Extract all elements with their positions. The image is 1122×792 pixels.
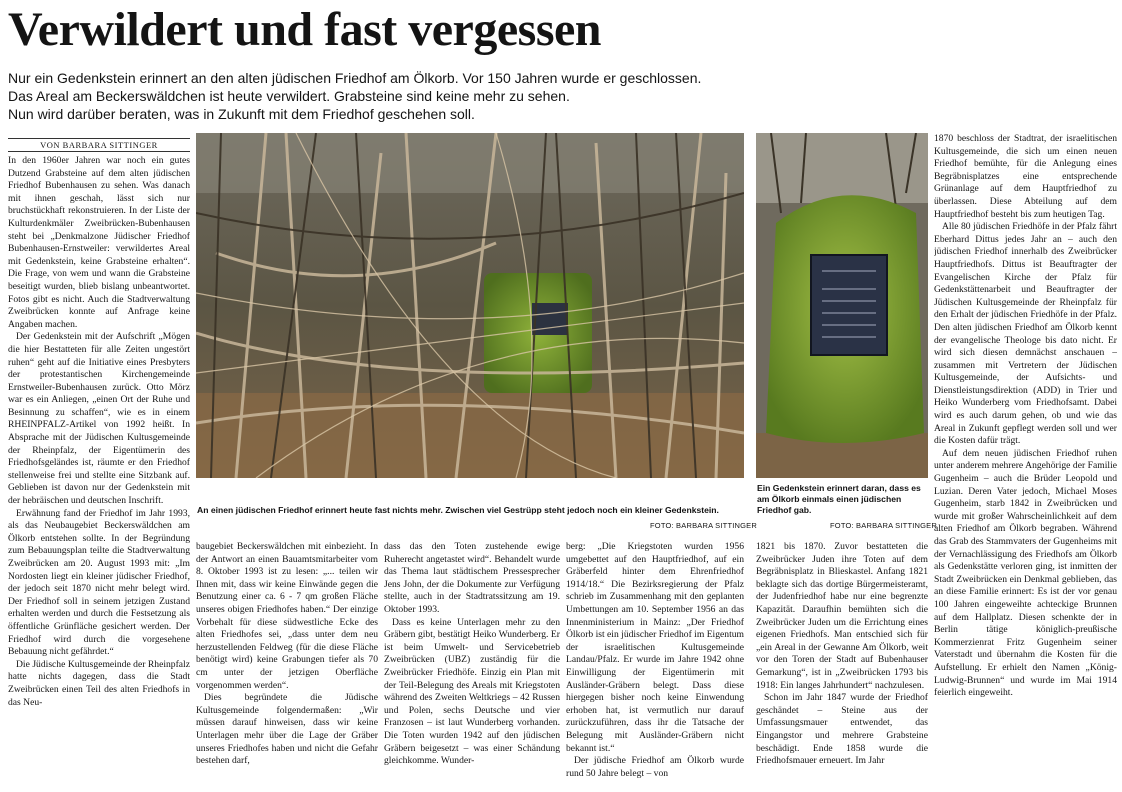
byline: VON BARBARA SITTINGER bbox=[8, 138, 190, 152]
article-column-2 bbox=[196, 541, 378, 790]
photo-caption: Ein Gedenkstein erinnert daran, dass es am Ölkorb einmals einen jüdischen Friedhof gab. bbox=[757, 483, 921, 515]
paragraph: Der jüdische Friedhof am Ölkorb wurde rund 50 Jahre belegt – von bbox=[566, 755, 744, 779]
paragraph: Der Gedenkstein mit der Aufschrift „Mögen die hier Bestatteten für alle Zeiten ungestört ruhen“ geht auf die Initiative eines Presbyters der protestantischen Kirchengemeinde Ernstweiler-Bubenhausen zurück. Otto Mörz war es ein Anliegen, „einen Ort der Ruhe und Besinnung zu schaffen“, wie es in einem RHEINPFALZ-Artikel von 1992 heißt. In Absprache mit der Jüdischen Kultusgemeinde der Rheinpfalz, der Eigentümerin des Friedhofsgeländes ist, räumte er den Friedhof stellenweise frei und stellte eine Sitzbank auf. Geblieben ist davon nur der Gedenkstein mit der hebräischen und deutschen Inschrift. bbox=[8, 331, 190, 507]
paragraph: dass das den Toten zustehende ewige Ruherecht angetastet wird“. Behandelt wurde das Thema laut städtischem Pressesprecher Jens John, der die Dokumente zur Verfügung stellte, auch in der Stadtratssitzung am 19. Oktober 1993. bbox=[384, 541, 560, 615]
paragraph: Dass es keine Unterlagen mehr zu den Gräbern gibt, bestätigt Heiko Wunderberg. Er ist beim Umwelt- und Servicebetrieb Zweibrücken (UBZ) zuständig für die Zweibrücker Friedhöfe. Einzig ein Plan mit der Teil-Belegung des Areals mit Kriegstoten während des Zweiten Weltkriegs – 42 Russen und Polen, sechs Deutsche und vier Franzosen – ist laut Wunderberg vorhanden. Die Toten wurden 1942 auf den jüdischen Gräbern beigesetzt – was einer Schändung gleichkomme. Wunder- bbox=[384, 616, 560, 767]
article-column-1 bbox=[8, 155, 190, 790]
memorial-plaque bbox=[532, 303, 568, 335]
photo-image bbox=[756, 133, 928, 478]
paragraph: 1870 beschloss der Stadtrat, der israelitischen Kultusgemeinde, die sich um einen neuen Friedhof bemühte, für die Anlegung eines Begräbnisplatzes eine entsprechende Grünanlage auf dem Hauptfriedhof zu überlassen. Diese Abteilung auf dem Hauptfriedhof besteht bis zum heutigen Tag. bbox=[934, 133, 1117, 220]
paragraph: Erwähnung fand der Friedhof im Jahr 1993, als das Neubaugebiet Beckerswäldchen am Ölkorb entstehen sollte. In der Begründung zum Bebauungsplan teilte die Stadtverwaltung Zweibrücken am 20. August 1993 mit: „Im Nordosten liegt ein kleiner jüdischer Friedhof, der jedoch seit 1870 nicht mehr belegt wird. Der Friedhof soll in seinem jetzigen Zustand erhalten werden und durch die Festsetzung als öffentliche Grünfläche gesichert werden. Der Friedhof wird durch die vorgesehene Bebauung nicht gefährdet.“ bbox=[8, 507, 190, 658]
memorial-stone-photo bbox=[756, 133, 928, 478]
photo-credit: FOTO: BARBARA SITTINGER bbox=[830, 521, 937, 530]
paragraph: berg: „Die Kriegstoten wurden 1956 umgebettet auf den Hauptfriedhof, auf ein Gräberfeld hinter dem Ehrenfriedhof 1914/18.“ Die Bezirksregierung der Pfalz schrieb im Zusammenhang mit den geplanten Umbettungen am 10. September 1956 an das Innenministerium in Mainz: „Der Friedhof Ölkorb ist ein jüdischer Friedhof im Eigentum der israelitischen Kultusgemeinde Landau/Pfalz. Er wurde im Jahre 1942 ohne Einwilligung der Eigentümerin mit Ausländer-Gräbern belegt. Dass diese hiergegen bisher noch keine Einwendung erhoben hat, ist vermutlich nur darauf zurückzuführen, dass ihr die Tatsache der Belegung mit Ausländer-Gräbern nicht bekannt ist.“ bbox=[566, 541, 744, 754]
article-column-4 bbox=[566, 541, 744, 790]
paragraph: Die Jüdische Kultusgemeinde der Rheinpfalz hatte nichts dagegen, dass die Stadt Zweibrücken einen Teil des alten Friedhofs in das Neu- bbox=[8, 658, 190, 708]
intro-line: Nun wird darüber beraten, was in Zukunft mit dem Friedhof geschehen soll. bbox=[8, 106, 475, 122]
cemetery-overgrown-photo bbox=[196, 133, 744, 478]
photo-credit: FOTO: BARBARA SITTINGER bbox=[650, 521, 757, 530]
photo-image bbox=[196, 133, 744, 478]
paragraph: baugebiet Beckerswäldchen mit einbezieht. In der Antwort an einen Bauamtsmitarbeiter vom 8. Oktober 1993 ist zu lesen: „... teilen wir Ihnen mit, dass wir keine Einwände gegen die Benutzung einer ca. 6 - 7 qm großen Fläche unseres obigen Friedhofes haben.“ Der einzige Vorbehalt für diese südwestliche Ecke des alten Friedhofes sei, „dass unter dem neu herzustellenden Feldweg (für die diese Fläche benötigt wird) keine Grabungen tiefer als 70 cm unter der jetzigen Oberfläche vorgenommen werden“. bbox=[196, 541, 378, 691]
paragraph: Alle 80 jüdischen Friedhöfe in der Pfalz fährt Eberhard Dittus jedes Jahr an – auch den jüdischen Friedhof innerhalb des Zweibrücker Hauptfriedhofs. Dittus ist Beauftragter der Evangelischen Kirche der Pfalz für Gedenkstättenarbeit und Beauftragter der Jüdischen Kultusgemeinde der Rheinpfalz für den Erhalt der jüdischen Friedhöfe in der Pfalz. Den alten jüdischen Friedhof am Ölkorb kennt der evangelische Theologe bis dato nicht. Er wird sich diesen demnächst anschauen – zusammen mit Vertretern der Jüdischen Kultusgemeinde, der Aufsichts- und Dienstleistungsdirektion (ADD) in Trier und Heiko Wunderberg vom Friedhofsamt. Dabei wird es auch darum gehen, ob und wie das Areal in Zukunft gepflegt werden soll und wer die Kosten dafür trägt. bbox=[934, 221, 1117, 447]
memorial-plaque bbox=[811, 255, 887, 355]
paragraph: Schon im Jahr 1847 wurde der Friedhof geschändet – Steine aus der Umfassungsmauer entwendet, das Eingangstor und mehrere Grabsteine beschädigt. Ende 1858 wurde die Friedhofsmauer erneuert. Im Jahr bbox=[756, 692, 928, 767]
intro-line: Das Areal am Beckerswäldchen ist heute verwildert. Grabsteine sind keine mehr zu sehen. bbox=[8, 88, 570, 104]
paragraph: 1821 bis 1870. Zuvor bestatteten die Zweibrücker Juden ihre Toten auf dem Begräbnisplatz in Blieskastel. Anfang 1821 beklagte sich das dortige Bürgermeisteramt, der Judenfriedhof habe nur eine begrenzte Kapazität. Daraufhin bemühten sich die Zweibrücker Juden um die Errichtung eines eigenen Friedhofs. Man entschied sich für „ein Areal in der Gewanne Am Ölkorb, weit vor den Toren der Stadt auf Bubenhauser Gemarkung“, ist in „Zweibrücken 1793 bis 1918: Ein langes Jahrhundert“ nachzulesen. bbox=[756, 541, 928, 691]
paragraph: In den 1960er Jahren war noch ein gutes Dutzend Grabsteine auf dem alten jüdischen Friedhof Bubenhausen zu sehen. Was danach mit ihnen geschah, lässt sich nur bruchstückhaft rekonstruieren. In der Liste der Kulturdenkmäler Zweibrücken-Bubenhausen steht bei „Denkmalzone Jüdischer Friedhof Bubenhausen-Ernstweiler: verwildertes Areal mit Gedenkstein, keine Grabsteine erhalten“. Die Frage, von wem und wann die Grabsteine beseitigt wurden, blieb bislang unbeantwortet. Fotos gibt es nicht. Auch die Stadtverwaltung Zweibrücken konnte auf Anfrage keine Angaben machen. bbox=[8, 155, 190, 330]
intro-line: Nur ein Gedenkstein erinnert an den alten jüdischen Friedhof am Ölkorb. Vor 150 Jahren wurde er geschlossen. bbox=[8, 70, 702, 86]
paragraph: Auf dem neuen jüdischen Friedhof ruhen unter anderem mehrere Angehörige der Familie Gugenheim – auch die Brüder Leopold und Luzian. Deren Vater jedoch, Michael Moses Gugenheim, starb 1842 in Zweibrücken und wurde mit großer Wahrscheinlichkeit auf dem alten Friedhof am Ölkorb begraben. Während das Grab des Stammvaters der Gugenheims mit der Vernachlässigung des Friedhofs am Ölkorb als Gedenkstätte verloren ging, ist inmitten der Stadt Zweibrücken ein Denkmal geblieben, das an diese Familie erinnert: Es ist der vor genau 100 Jahren eingeweihte achteckige Brunnen auf dem Hallplatz. Diesen schenkte der in Berlin tätige königlich-preußische Kommerzienrat Fritz Gugenheim seiner Vaterstadt und übernahm die Kosten für die Aufstellung. Er erhielt den Namen „König-Ludwig-Brunnen“ und wurde im Mai 1914 feierlich eingeweiht. bbox=[934, 447, 1117, 699]
article-column-3 bbox=[384, 541, 560, 790]
intro-teaser bbox=[8, 69, 908, 123]
article-column-5 bbox=[756, 541, 928, 790]
article-column-6 bbox=[934, 133, 1117, 790]
paragraph: Dies begründete die Jüdische Kultusgemeinde folgendermaßen: „Wir müssen darauf hinweisen, dass wir keine Unterlagen mehr über die Lage der Gräber unseres Friedhofes haben und nicht die Gefahr bestehen darf, bbox=[196, 692, 378, 767]
photo-caption: An einen jüdischen Friedhof erinnert heute fast nichts mehr. Zwischen viel Gestrüpp steht jedoch noch ein kleiner Gedenkstein. bbox=[197, 505, 719, 515]
headline: Verwildert und fast vergessen bbox=[8, 3, 601, 56]
